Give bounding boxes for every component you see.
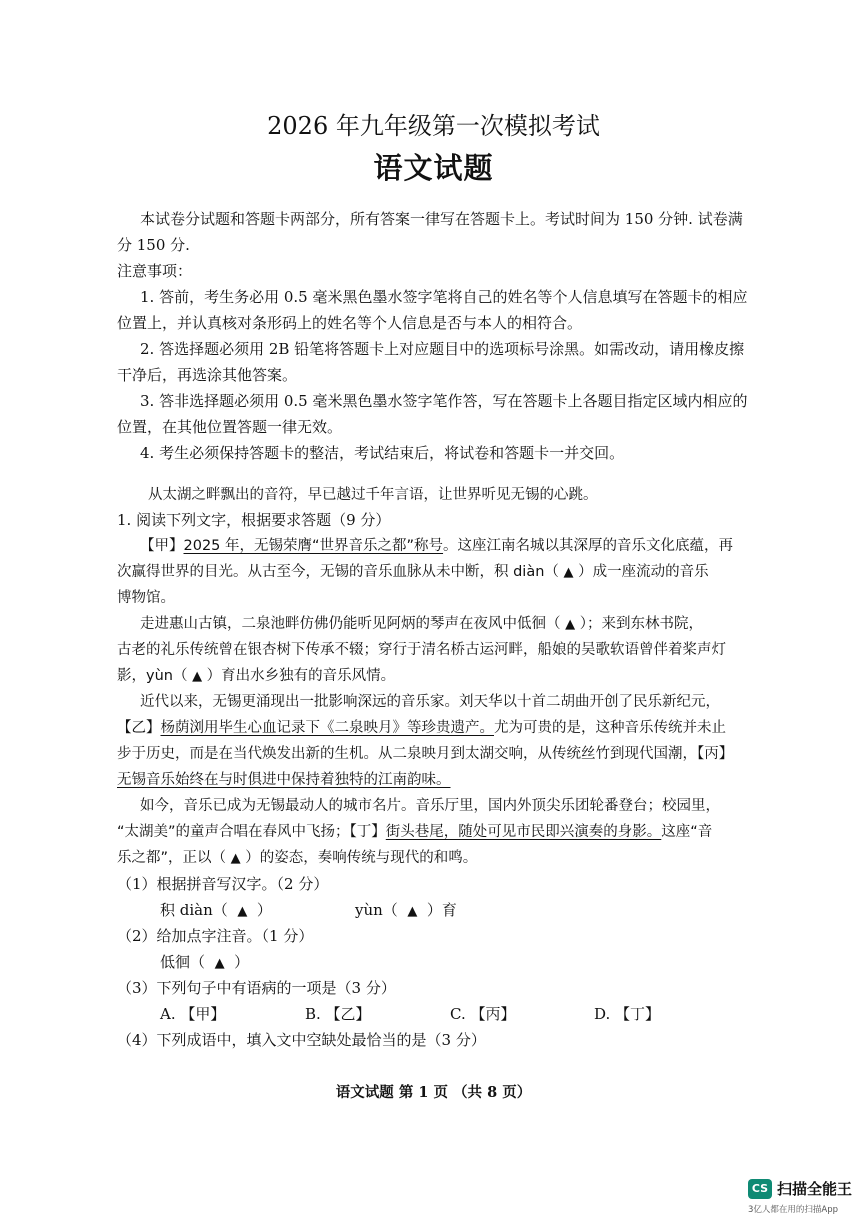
subject-title: 语文试题 bbox=[373, 151, 494, 185]
passage-para-2-line-2: 古老的礼乐传统曾在银杏树下传承不辍；穿行于清名桥古运河畔，船娘的吴歌软语曾伴着桨声灯 bbox=[117, 642, 726, 658]
passage-para-1-line-1 bbox=[140, 533, 733, 559]
para-4-line-2-rest: 这座“音 bbox=[661, 824, 713, 840]
blank-triangle: ▲ bbox=[565, 617, 576, 632]
para-1-line-2b: ）成一座流动的音乐 bbox=[573, 564, 709, 580]
option-b: B. 【乙】 bbox=[305, 1005, 371, 1023]
para-3-line-2-rest: 尤为可贵的是，这种音乐传统并未止 bbox=[494, 720, 726, 736]
blank-triangle: ▲ bbox=[230, 851, 241, 866]
sub-question-3: （3）下列句子中有语病的一项是（3 分） bbox=[117, 979, 396, 997]
passage-para-3-line-2 bbox=[117, 715, 726, 741]
passage-para-3-line-1: 近代以来，无锡更涌现出一批影响深远的音乐家。刘天华以十首二胡曲开创了民乐新纪元， bbox=[140, 694, 720, 710]
passage-para-4-line-1: 如今，音乐已成为无锡最动人的城市名片。音乐厅里，国内外顶尖乐团轮番登台；校园里， bbox=[140, 798, 720, 814]
scanner-watermark bbox=[748, 1175, 860, 1219]
page-footer: 语文试题 第 1 页 （共 8 页） bbox=[335, 1084, 532, 1101]
passage-para-3-line-3 bbox=[117, 741, 733, 767]
para-3-line-3a: 步于历史，而是在当代焕发出新的生机。从二泉映月到太湖交响，从传统丝竹到现代国潮， bbox=[117, 746, 697, 762]
blank-triangle: ▲ bbox=[214, 956, 225, 971]
notice-3b: 位置，在其他位置答题一律无效。 bbox=[117, 418, 343, 436]
watermark-app-name: 扫描全能王 bbox=[777, 1180, 853, 1198]
para-4-line-3a: 乐之都”，正以（ bbox=[117, 850, 231, 866]
sub1-a-label: 积 diàn（ bbox=[160, 901, 228, 919]
sub2-a-close: ） bbox=[234, 953, 250, 971]
notice-2a: 2. 答选择题必须用 2B 铅笔将答题卡上对应题目中的选项标号涂黑。如需改动，请用橡皮擦 bbox=[140, 340, 745, 358]
notice-heading: 注意事项： bbox=[117, 262, 193, 280]
para-2-line-1a: 走进惠山古镇，二泉池畔仿佛仍能听见阿炳的琴声在夜风中低徊（ bbox=[140, 616, 566, 632]
blank-triangle: ▲ bbox=[407, 904, 418, 919]
para-4-line-3b: ）的姿态，奏响传统与现代的和鸣。 bbox=[240, 850, 478, 866]
intro-line-1: 本试卷分试题和答题卡两部分，所有答案一律写在答题卡上。考试时间为 150 分钟. 试卷满 bbox=[140, 210, 743, 228]
camscanner-logo-icon: CS bbox=[748, 1179, 772, 1199]
passage-para-1-line-2 bbox=[117, 559, 709, 586]
notice-1b: 位置上，并认真核对条形码上的姓名等个人信息是否与本人的相符合。 bbox=[117, 314, 583, 332]
blank-triangle: ▲ bbox=[192, 669, 203, 684]
para-4-line-2a: “太湖美”的童声合唱在春风中飞扬； bbox=[117, 824, 350, 840]
sub-question-1: （1）根据拼音写汉字。（2 分） bbox=[117, 875, 329, 893]
exam-title: 2026 年九年级第一次模拟考试 bbox=[267, 112, 600, 140]
sub2-a-label: 低徊（ bbox=[160, 953, 206, 971]
mark-ding: 【丁】 bbox=[349, 824, 386, 840]
notice-4: 4. 考生必须保持答题卡的整洁，考试结束后，将试卷和答题卡一并交回。 bbox=[140, 444, 625, 462]
epigraph: 从太湖之畔飘出的音符，早已越过千年言语，让世界听见无锡的心跳。 bbox=[148, 487, 598, 503]
para-2-line-3a: 影，yùn（ bbox=[117, 668, 193, 684]
option-c: C. 【丙】 bbox=[450, 1005, 516, 1023]
sub-question-1-b bbox=[355, 897, 457, 925]
passage-para-2-line-3 bbox=[117, 663, 395, 690]
sub-question-2-a bbox=[160, 949, 249, 977]
passage-para-2-line-1 bbox=[140, 611, 703, 638]
passage-para-3-line-4 bbox=[117, 767, 451, 793]
sentence-jia: 2025 年，无锡荣膺“世界音乐之都”称号 bbox=[183, 538, 444, 554]
para-1-rest: 。这座江南名城以其深厚的音乐文化底蕴，再 bbox=[443, 538, 734, 554]
mark-jia: 【甲】 bbox=[140, 538, 184, 554]
sub-question-2: （2）给加点字注音。（1 分） bbox=[117, 927, 314, 945]
passage-para-1-line-3: 博物馆。 bbox=[117, 590, 175, 606]
sub-question-1-a bbox=[160, 897, 272, 925]
notice-3a: 3. 答非选择题必须用 0.5 毫米黑色墨水签字笔作答，写在答题卡上各题目指定区域内相应的 bbox=[140, 392, 748, 410]
blank-triangle: ▲ bbox=[237, 904, 248, 919]
sub1-b-tail: ）育 bbox=[426, 901, 457, 919]
passage-para-4-line-3 bbox=[117, 845, 477, 872]
sub1-a-close: ） bbox=[256, 901, 272, 919]
passage-para-4-line-2 bbox=[117, 819, 712, 845]
blank-triangle: ▲ bbox=[563, 565, 574, 580]
sub-question-4: （4）下列成语中，填入文中空缺处最恰当的是（3 分） bbox=[117, 1031, 486, 1049]
notice-2b: 干净后，再选涂其他答案。 bbox=[117, 366, 298, 384]
option-d: D. 【丁】 bbox=[594, 1005, 661, 1023]
notice-1a: 1. 答前，考生务必用 0.5 毫米黑色墨水签字笔将自己的姓名等个人信息填写在答题卡的相应 bbox=[140, 288, 748, 306]
sentence-yi: 杨荫浏用毕生心血记录下《二泉映月》等珍贵遗产。 bbox=[160, 720, 494, 736]
sentence-ding: 街头巷尾，随处可见市民即兴演奏的身影。 bbox=[385, 824, 662, 840]
option-a: A. 【甲】 bbox=[160, 1005, 226, 1023]
watermark-tagline: 3亿人都在用的扫描App bbox=[748, 1205, 839, 1215]
mark-yi: 【乙】 bbox=[117, 720, 161, 736]
question-1-heading: 1. 阅读下列文字，根据要求答题（9 分） bbox=[117, 511, 391, 529]
mark-bing: 【丙】 bbox=[697, 746, 734, 762]
sentence-bing: 无锡音乐始终在与时俱进中保持着独特的江南韵味。 bbox=[117, 772, 451, 788]
para-2-line-3b: ）育出水乡独有的音乐风情。 bbox=[202, 668, 396, 684]
sub1-b-label: yùn（ bbox=[355, 901, 398, 919]
para-2-line-1b: ）；来到东林书院， bbox=[575, 616, 703, 632]
para-1-line-2a: 次赢得世界的目光。从古至今，无锡的音乐血脉从未中断，积 diàn（ bbox=[117, 564, 564, 580]
intro-line-2: 分 150 分. bbox=[117, 236, 190, 254]
